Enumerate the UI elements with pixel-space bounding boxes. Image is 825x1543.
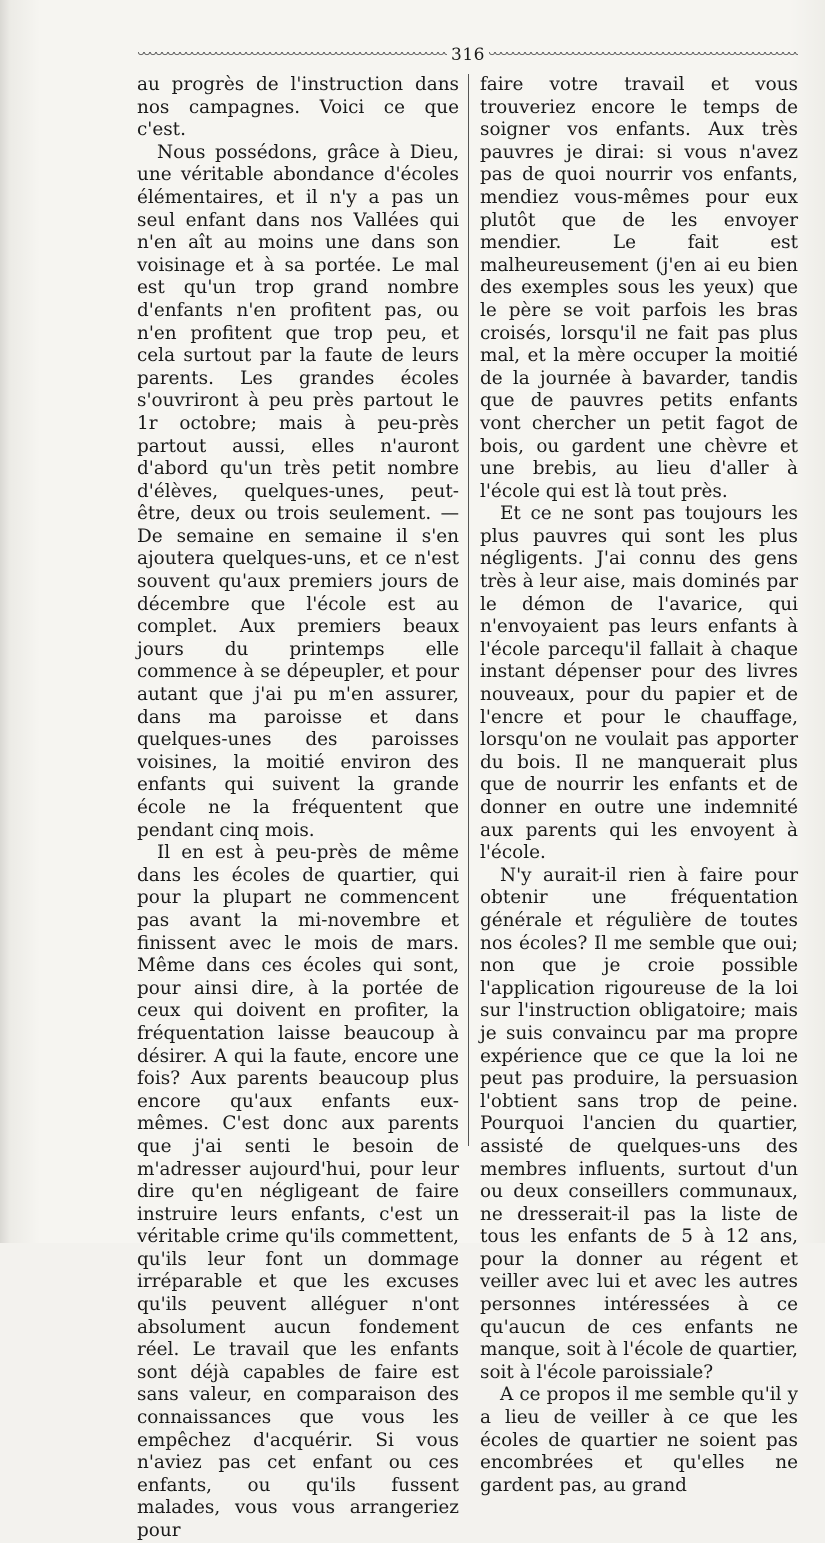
paragraph: au progrès de l'instruction dans nos campagnes. Voici ce que c'est. [137,74,459,141]
column-divider [468,74,469,1146]
page-number: 316 [451,45,485,65]
paragraph: A ce propos il me semble qu'il y a lieu de veiller à ce que les écoles de quartier ne soient pas encombrées et qu'elles ne gardent pas, au grand [480,1384,798,1496]
paragraph: Nous possédons, grâce à Dieu, une véritable abondance d'écoles élémentaires, et il n'y a pas un seul enfant dans nos Vallées qui n'en aît au moins une dans son voisinage et à sa portée. Le mal est qu'un trop grand nombre d'enfants n'en profitent pas, ou n'en profitent que trop peu, et cela surtout par la faute de leurs parents. Les grandes écoles s'ouvriront à peu près partout le 1r octobre; mais à peu-près partout aussi, elles n'auront d'abord qu'un très petit nombre d'élèves, quelques-unes, peut-être, deux ou trois seulement. — De semaine en semaine il s'en ajoutera quelques-uns, et ce n'est souvent qu'aux premiers jours de décembre que l'école est au complet. Aux premiers beaux jours du printemps elle commence à se dépeupler, et pour autant que j'ai pu m'en assurer, dans ma paroisse et dans quelques-unes des paroisses voisines, la moitié environ des enfants qui suivent la grande école ne la fréquentent que pendant cinq mois. [137,141,459,841]
paragraph: Il en est à peu-près de même dans les écoles de quartier, qui pour la plupart ne commencent pas avant la mi-novembre et finissent avec le mois de mars. Même dans ces écoles qui sont, pour ainsi dire, à la portée de ceux qui doivent en profiter, la fréquentation laisse beaucoup à désirer. A qui la faute, encore une fois? Aux parents beaucoup plus encore qu'aux enfants eux-mêmes. C'est donc aux parents que j'ai senti le besoin de m'adresser aujourd'hui, pour leur dire qu'en négligeant de faire instruire leurs enfants, c'est un véritable crime qu'ils commettent, qu'ils leur font un dommage irréparable et que les excuses qu'ils peuvent alléguer n'ont absolument aucun fondement réel. Le travail que les enfants sont déjà capables de faire est sans valeur, en comparaison des connaissances que vous les empêchez d'acquérir. Si vous n'aviez pas cet enfant ou ces enfants, ou qu'ils fussent malades, vous vous arrangeriez pour [137,842,459,1541]
header-ornament-left [138,52,447,58]
left-column [137,74,459,1543]
right-column [480,74,798,1497]
paragraph: faire votre travail et vous trouveriez encore le temps de soigner vos enfants. Aux très pauvres je dirai: si vous n'avez pas de quoi nourrir vos enfants, mendiez vous-mêmes pour eux plutôt que de les envoyer mendier. Le fait est malheureusement (j'en ai eu bien des exemples sous les yeux) que le père se voit parfois les bras croisés, lorsqu'il ne fait pas plus mal, et la mère occuper la moitié de la journée à bavarder, tandis que de pauvres petits enfants vont chercher un petit fagot de bois, ou gardent une chèvre et une brebis, au lieu d'aller à l'école qui est là tout près. [480,74,798,502]
header-ornament-right [489,52,798,58]
page-header [138,42,798,68]
paragraph: N'y aurait-il rien à faire pour obtenir une fréquentation générale et régulière de toutes nos écoles? Il me semble que oui; non que je croie possible l'application rigoureuse de la loi sur l'instruction obligatoire; mais je suis convaincu par ma propre expérience que ce que la loi ne peut pas produire, la persuasion l'obtient sans trop de peine. Pourquoi l'ancien du quartier, assisté de quelques-uns des membres influents, surtout d'un ou deux conseillers communaux, ne dresserait-il pas la liste de tous les enfants de 5 à 12 ans, pour la donner au régent et veiller avec lui et avec les autres personnes intéressées à ce qu'aucun de ces enfants ne manque, soit à l'école de quartier, soit à l'école paroissiale? [480,864,798,1383]
paragraph: Et ce ne sont pas toujours les plus pauvres qui sont les plus négligents. J'ai connu des gens très à leur aise, mais dominés par le démon de l'avarice, qui n'envoyaient pas leurs enfants à l'école parcequ'il fallait à chaque instant dépenser pour des livres nouveaux, pour du papier et de l'encre et pour le chauffage, lorsqu'on ne voulait pas apporter du bois. Il ne manquerait plus que de nourrir les enfants et de donner en outre une indemnité aux parents qui les envoyent à l'école. [480,503,798,864]
